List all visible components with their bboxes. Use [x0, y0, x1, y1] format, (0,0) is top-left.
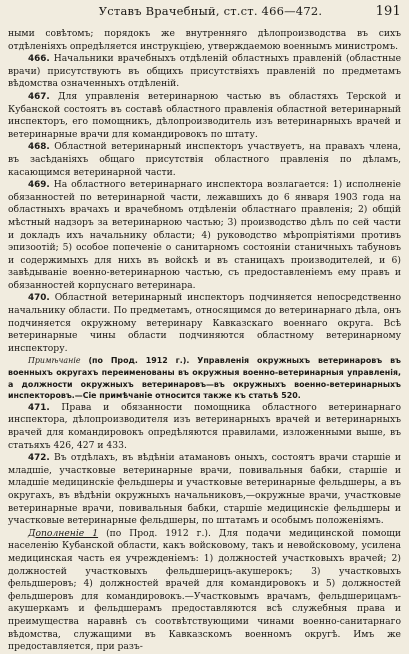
article-467 [8, 91, 401, 141]
article-text: Въ отдѣлахъ, въ вѣдѣніи атамановъ оныхъ, состоятъ врачи старшіе и младшіе, участковые ветеринарные врачи, повивальныя бабки, старшіе и младшіе медицинскіе фельдшеры и участковые ветеринарные фельдшеры, а въ округахъ, въ вѣдѣніи окружныхъ начальниковъ,—окружные врачи, участковые ветеринарные врачи, повивальныя бабки, старшіе медицинскіе фельдшеры и участковые ветеринарные фельдшеры, по штатамъ и особымъ положеніямъ. [8, 452, 401, 527]
article-number: 469. [28, 180, 50, 191]
addendum-paragraph [8, 528, 401, 654]
article-number: 468. [28, 142, 50, 153]
note-text: (по Прод. 1912 г.). Управленія окружныхъ ветеринаровъ въ военныхъ округахъ переименованы въ окружныя военно-ветеринарныя управленія, а должности окружныхъ ветеринаровъ—въ окружныхъ военно-ветеринарныхъ инспекторовъ.—Сіе примѣчаніе относится также къ статьѣ 520. [8, 356, 401, 401]
addendum-text: (по Прод. 1912 г.). Для подачи медицинской помощи населенію Кубанской области, какъ войсковому, такъ и невойсковому, усилена медицинская часть ея учрежденіемъ: 1) должностей участковыхъ врачей; 2) должностей участковыхъ фельдшерицъ-акушерокъ; 3) участковыхъ фельдшеровъ; 4) должностей врачей для командировокъ и 5) должностей фельдшеровъ для командировокъ.—Участковымъ врачамъ, фельдшерицамъ-акушеркамъ и фельдшерамъ предоставляются всѣ служебныя права и преимущества наравнѣ съ соотвѣтствующими чинами военно-санитарнаго вѣдомства, служащими въ Кавказскомъ военномъ округѣ. Имъ же предоставляется, при разъ- [8, 527, 402, 653]
page-number: 191 [375, 4, 401, 19]
page-header [8, 4, 401, 28]
article-number: 466. [28, 54, 50, 65]
article-466 [8, 53, 401, 91]
article-number: 471. [28, 402, 50, 413]
article-text: Областной ветеринарный инспекторъ участвуетъ, на правахъ члена, въ засѣданіяхъ общаго присутствія областного правленія по дѣламъ, касающимся ветеринарной части. [8, 141, 401, 178]
article-text: Права и обязанности помощника областного ветеринарнаго инспектора, дѣлопроизводителя изъ ветеринарныхъ врачей и ветеринарныхъ врачей для командировокъ опредѣляются правилами, изложенными выше, въ статьяхъ 426, 427 и 433. [8, 401, 402, 451]
article-text: На областного ветеринарнаго инспектора возлагается: 1) исполненіе обязанностей по ветеринарной части, лежавшихъ до 6 января 1903 года на областныхъ врачахъ и врачебномъ отдѣленіи областнаго правленія; 2) общій мѣстный надзоръ за ветеринарною частью; 3) производство дѣлъ по сей части и докладъ ихъ начальнику области; 4) руководство мѣропріятіями противъ эпизоотій; 5) особое попеченіе о санитарномъ состояніи станичныхъ табуновъ и содержимыхъ для нихъ въ войскѣ и въ станицахъ производителей, и 6) завѣдываніе военно-ветеринарною частью, съ предоставленіемъ ему правъ и обязанностей корпуснаго ветеринара. [8, 179, 401, 291]
note-paragraph [8, 355, 401, 401]
note-label: Примѣчаніе [28, 356, 81, 366]
article-number: 467. [28, 91, 50, 102]
article-text: Для управленія ветеринарною частью въ областяхъ Терской и Кубанской состоятъ въ составѣ областного правленія областной ветеринарный инспекторъ, его помощникъ, дѣлопроизводитель изъ ветеринарныхъ врачей и ветеринарные врачи для командировокъ по штату. [8, 90, 401, 140]
article-468 [8, 141, 401, 179]
article-number: 472. [28, 453, 50, 464]
addendum-label: Дополненіе 1 [28, 527, 99, 539]
article-470 [8, 292, 401, 355]
running-title: Уставъ Врачебный, ст.ст. 466—472. [98, 4, 323, 18]
article-472 [8, 452, 401, 528]
article-text: Начальники врачебныхъ отдѣленій областныхъ правленій (областные врачи) присутствуютъ въ общихъ присутствіяхъ правленій по предметамъ вѣдомства означенныхъ отдѣленій. [8, 53, 402, 90]
paragraph-continuation [8, 28, 401, 53]
article-number: 470. [28, 293, 50, 304]
article-469 [8, 179, 401, 292]
paragraph-text: ными совѣтомъ; порядокъ же внутренняго дѣлопроизводства въ сихъ отдѣленіяхъ опредѣляется инструкціею, утверждаемою военнымъ министромъ. [8, 28, 401, 52]
article-text: Областной ветеринарный инспекторъ подчиняется непосредственно начальнику области. По предметамъ, относящимся до ветеринарнаго дѣла, онъ подчиняется окружному ветеринару Кавказскаго военнаго округа. Всѣ ветеринарные чины области подчиняются областному ветеринарному инспектору. [8, 292, 401, 354]
article-471 [8, 402, 401, 452]
page-body [8, 28, 401, 654]
